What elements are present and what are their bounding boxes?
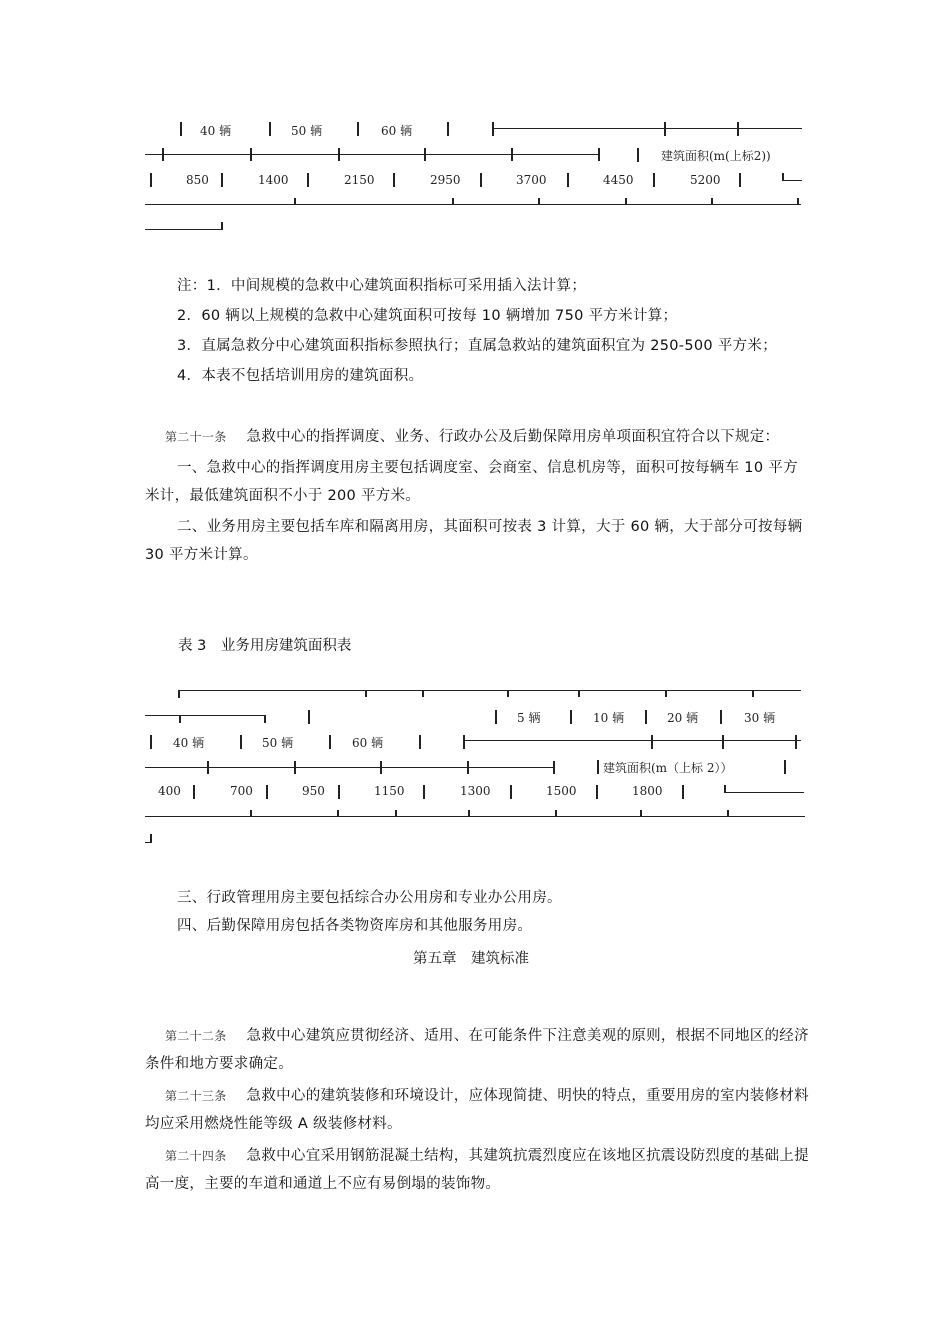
article-21-continued [145, 884, 810, 940]
article-21-item-3: 三、行政管理用房主要包括综合办公用房和专业办公用房。 [177, 890, 562, 906]
table2-value: 3700 [516, 173, 547, 187]
article-22 [145, 1022, 810, 1078]
table3-title: 表 3 业务用房建筑面积表 [178, 638, 352, 654]
table3-value: 1150 [374, 784, 405, 798]
table3-cell-60: 60 辆 [352, 736, 384, 750]
table3-cell-5: 5 辆 [517, 711, 541, 725]
article-21-item-2: 二、业务用房主要包括车库和隔离用房，其面积可按表 3 计算，大于 60 辆，大于部分可按每辆 30 平方米计算。 [145, 519, 803, 563]
table3-value: 1500 [546, 784, 577, 798]
article-23-label: 第二十三条 [165, 1089, 227, 1103]
table3-cell-20: 20 辆 [667, 711, 699, 725]
table3-value: 400 [158, 784, 181, 798]
table2-value: 850 [186, 173, 209, 187]
table3-area-label: 建筑面积(m（上标 2）） [603, 761, 733, 775]
notes-block [145, 272, 810, 390]
article-24 [145, 1142, 810, 1198]
article-22-label: 第二十二条 [165, 1029, 227, 1043]
article-23 [145, 1082, 810, 1138]
article-24-label: 第二十四条 [165, 1149, 227, 1163]
chapter-5-title: 第五章 建筑标准 [413, 951, 529, 967]
table2-area-label: 建筑面积(m(上标2)) [661, 149, 771, 163]
article-21-text: 急救中心的指挥调度、业务、行政办公及后勤保障用房单项面积宜符合以下规定： [246, 429, 780, 445]
table2-cell-60: 60 辆 [381, 124, 413, 138]
table3-cell-40: 40 辆 [173, 736, 205, 750]
article-21-item-4: 四、后勤保障用房包括各类物资库房和其他服务用房。 [177, 918, 533, 934]
table3-value: 700 [230, 784, 253, 798]
article-21-label: 第二十一条 [165, 430, 227, 444]
article-23-text: 急救中心的建筑装修和环境设计，应体现简捷、明快的特点，重要用房的室内装修材料均应采用燃烧性能等级 A 级装修材料。 [145, 1088, 809, 1132]
article-21 [145, 423, 810, 569]
note-1: 注：1．中间规模的急救中心建筑面积指标可采用插入法计算； [177, 278, 587, 294]
note-2: 2．60 辆以上规模的急救中心建筑面积可按每 10 辆增加 750 平方米计算； [177, 308, 678, 324]
table3-cell-30: 30 辆 [744, 711, 776, 725]
table2-value: 1400 [258, 173, 289, 187]
table3-cell-10: 10 辆 [593, 711, 625, 725]
article-22-text: 急救中心建筑应贯彻经济、适用、在可能条件下注意美观的原则，根据不同地区的经济条件和地方要求确定。 [145, 1028, 809, 1072]
table3-value: 1300 [460, 784, 491, 798]
table2-value: 4450 [603, 173, 634, 187]
table2-value: 2950 [430, 173, 461, 187]
note-3: 3．直属急救分中心建筑面积指标参照执行；直属急救站的建筑面积宜为 250-500 平方米； [177, 338, 778, 354]
article-24-text: 急救中心宜采用钢筋混凝土结构，其建筑抗震烈度应在该地区抗震设防烈度的基础上提高一度，主要的车道和通道上不应有易倒塌的装饰物。 [145, 1148, 809, 1192]
table2-cell-40: 40 辆 [200, 124, 232, 138]
table2-value: 5200 [690, 173, 721, 187]
article-21-item-1: 一、急救中心的指挥调度用房主要包括调度室、会商室、信息机房等，面积可按每辆车 10 平方米计，最低建筑面积不小于 200 平方米。 [145, 460, 798, 504]
table2-value: 2150 [344, 173, 375, 187]
table2-cell-50: 50 辆 [291, 124, 323, 138]
note-4: 4．本表不包括培训用房的建筑面积。 [177, 368, 424, 384]
table3-value: 950 [302, 784, 325, 798]
table3-value: 1800 [632, 784, 663, 798]
table3-cell-50: 50 辆 [262, 736, 294, 750]
